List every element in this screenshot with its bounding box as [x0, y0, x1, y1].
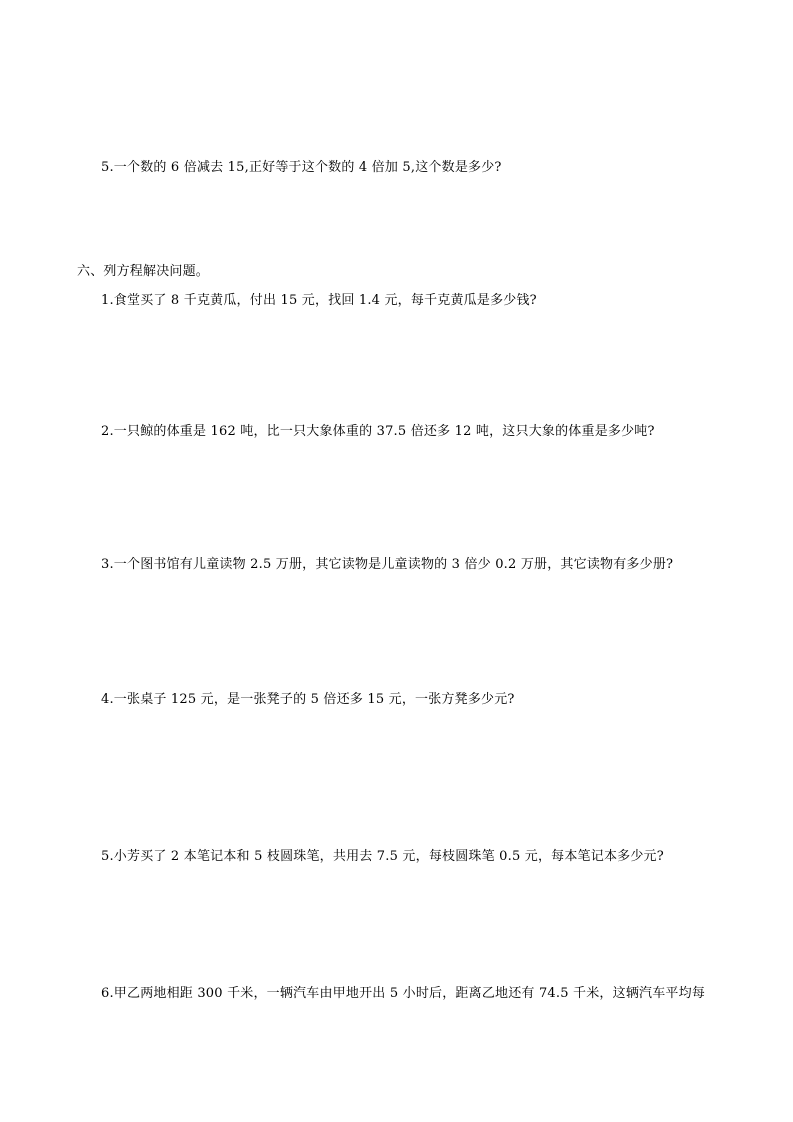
- question-4: 4.一张桌子 125 元，是一张凳子的 5 倍还多 15 元，一张方凳多少元?: [101, 692, 515, 707]
- question-2: 2.一只鲸的体重是 162 吨，比一只大象体重的 37.5 倍还多 12 吨，这只大象的体重是多少吨?: [101, 424, 655, 439]
- question-1: 1.食堂买了 8 千克黄瓜，付出 15 元，找回 1.4 元，每千克黄瓜是多少钱?: [101, 293, 537, 308]
- question-3: 3.一个图书馆有儿童读物 2.5 万册，其它读物是儿童读物的 3 倍少 0.2 万册，其它读物有多少册?: [101, 557, 674, 572]
- question-prev-5: 5.一个数的 6 倍减去 15,正好等于这个数的 4 倍加 5,这个数是多少?: [101, 160, 502, 175]
- section-heading: 六、列方程解决问题。: [77, 264, 210, 279]
- question-6: 6.甲乙两地相距 300 千米，一辆汽车由甲地开出 5 小时后，距离乙地还有 74.5 千米，这辆汽车平均每: [101, 986, 706, 1001]
- question-5: 5.小芳买了 2 本笔记本和 5 枝圆珠笔，共用去 7.5 元，每枝圆珠笔 0.5 元，每本笔记本多少元?: [101, 849, 664, 864]
